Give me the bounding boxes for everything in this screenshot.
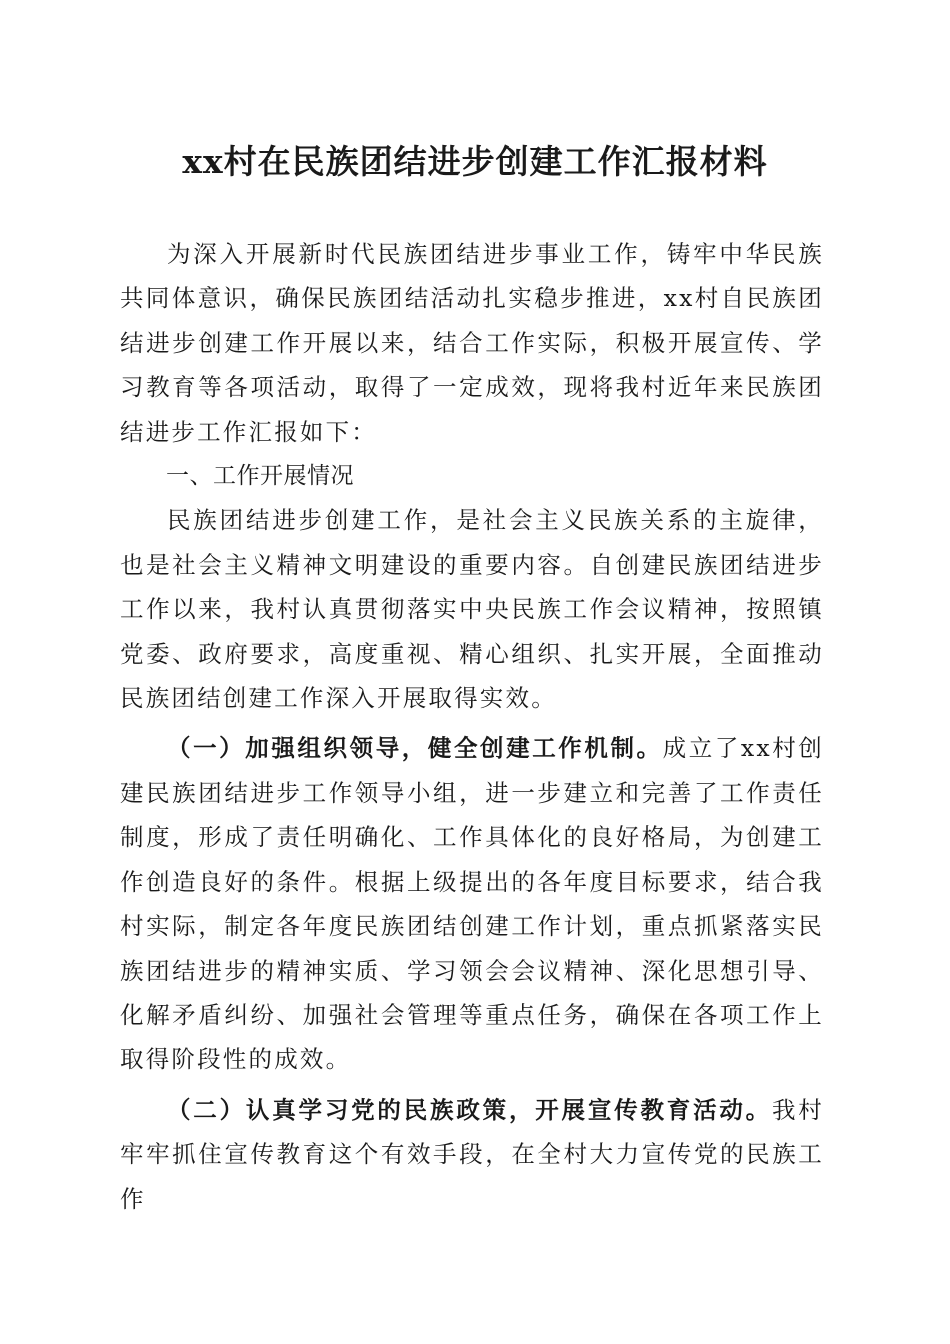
item-1-lead: （一）加强组织领导，健全创建工作机制。	[167, 734, 663, 763]
section-paragraph: 民族团结进步创建工作，是社会主义民族关系的主旋律，也是社会主义精神文明建设的重要内容。自创建民族团结进步工作以来，我村认真贯彻落实中央民族工作会议精神，按照镇党委、政府要求，高度重视、精心组织、扎实开展，全面推动民族团结创建工作深入开展取得实效。	[120, 506, 824, 713]
section-heading: 一、工作开展情况	[166, 463, 354, 490]
item-1-paragraph	[120, 726, 824, 1081]
item-2-paragraph	[120, 1088, 824, 1221]
document-body	[120, 232, 824, 1221]
intro-paragraph: 为深入开展新时代民族团结进步事业工作，铸牢中华民族共同体意识，确保民族团结活动扎实稳步推进，xx村自民族团结进步创建工作开展以来，结合工作实际，积极开展宣传、学习教育等各项活动，取得了一定成效，现将我村近年来民族团结进步工作汇报如下：	[120, 240, 824, 446]
item-1-text: 成立了xx村创建民族团结进步工作领导小组，进一步建立和完善了工作责任制度，形成了责任明确化、工作具体化的良好格局，为创建工作创造良好的条件。根据上级提出的各年度目标要求，结合我村实际，制定各年度民族团结创建工作计划，重点抓紧落实民族团结进步的精神实质、学习领会会议精神、深化思想引导、化解矛盾纠纷、加强社会管理等重点任务，确保在各项工作上取得阶段性的成效。	[120, 734, 824, 1074]
item-2-lead: （二）认真学习党的民族政策，开展宣传教育活动。	[167, 1095, 772, 1124]
item-2-text: 我村牢牢抓住宣传教育这个有效手段，在全村大力宣传党的民族工作	[120, 1095, 824, 1213]
document-title: xx村在民族团结进步创建工作汇报材料	[182, 142, 768, 181]
